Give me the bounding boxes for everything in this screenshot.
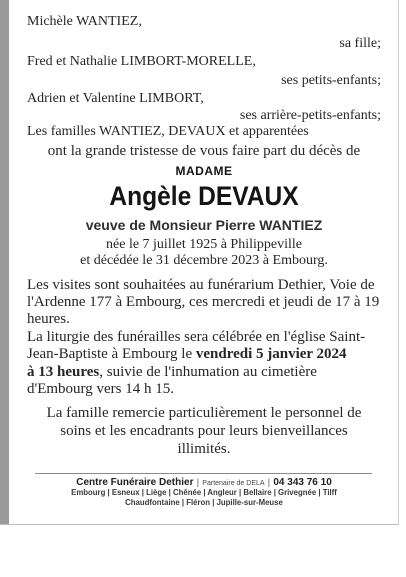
thanks-paragraph [27,404,381,458]
notice-bottom-border [0,524,399,525]
funeral-time: à 13 heures [27,363,100,380]
extended-family-line: Les familles WANTIEZ, DEVAUX et apparentées [27,124,309,139]
liturgy-line [27,364,381,381]
footer-locations-line: Embourg | Esneux | Liège | Chênée | Angleur | Bellaire | Grivegnée | Tilff [71,488,337,497]
phone-number: 04 343 76 10 [273,477,332,488]
widow-of-line: veuve de Monsieur Pierre WANTIEZ [85,217,323,233]
family-member-name: Fred et Nathalie LIMBORT-MORELLE, [27,54,256,69]
thanks-line: soins et les encadrants pour leurs bienveillances [60,423,348,439]
visits-paragraph [27,277,381,328]
visits-line: heures. [27,311,70,327]
deceased-name-row [27,178,381,214]
family-relation: ses arrière-petits-enfants; [239,108,381,123]
liturgy-line [27,346,381,363]
liturgy-text: d'Embourg vers 14 h 15. [27,380,174,397]
family-member-name: Michèle WANTIEZ, [27,14,142,29]
deceased-name: Angèle DEVAUX [109,181,299,211]
liturgy-line [27,329,381,346]
thanks-line: La famille remercie particulièrement le personnel de [46,405,362,421]
footer-locations-line: Chaudfontaine | Fléron | Jupille-sur-Meuse [125,498,283,507]
footer-separator: | [267,477,271,487]
footer-separator: | [196,477,200,487]
funeral-date: vendredi 5 janvier 2024 [195,346,347,363]
visits-line: l'Ardenne 177 à Embourg, ces mercredi et jeudi de 17 à 19 [27,294,380,310]
notice-right-border [398,0,399,525]
funeral-home-name: Centre Funéraire Dethier [76,477,194,488]
family-member-name: Adrien et Valentine LIMBORT, [27,91,204,106]
announcement-text: ont la grande tristesse de vous faire part du décès de [47,143,361,159]
family-relation: sa fille; [339,36,381,51]
death-line: et décédée le 31 décembre 2023 à Embourg. [80,253,328,268]
footer-rule [35,473,372,474]
deceased-title: MADAME [175,164,233,178]
liturgy-paragraph [27,329,381,398]
birth-line: née le 7 juillet 1925 à Philippeville [106,237,302,252]
liturgy-line [27,381,381,398]
family-relation: ses petits-enfants; [281,73,381,88]
liturgy-text: Jean-Baptiste à Embourg le [27,346,196,363]
liturgy-text: , suivie de l'inhumation au cimetière [99,363,317,380]
visits-line: Les visites sont souhaitées au funérarium Dethier, Voie de [27,277,375,293]
liturgy-text: La liturgie des funérailles sera célébrée en l'église Saint- [27,329,366,345]
thanks-line: illimités. [177,441,231,457]
side-bar [0,0,9,525]
partner-label: Partenaire de DELA [202,480,265,487]
